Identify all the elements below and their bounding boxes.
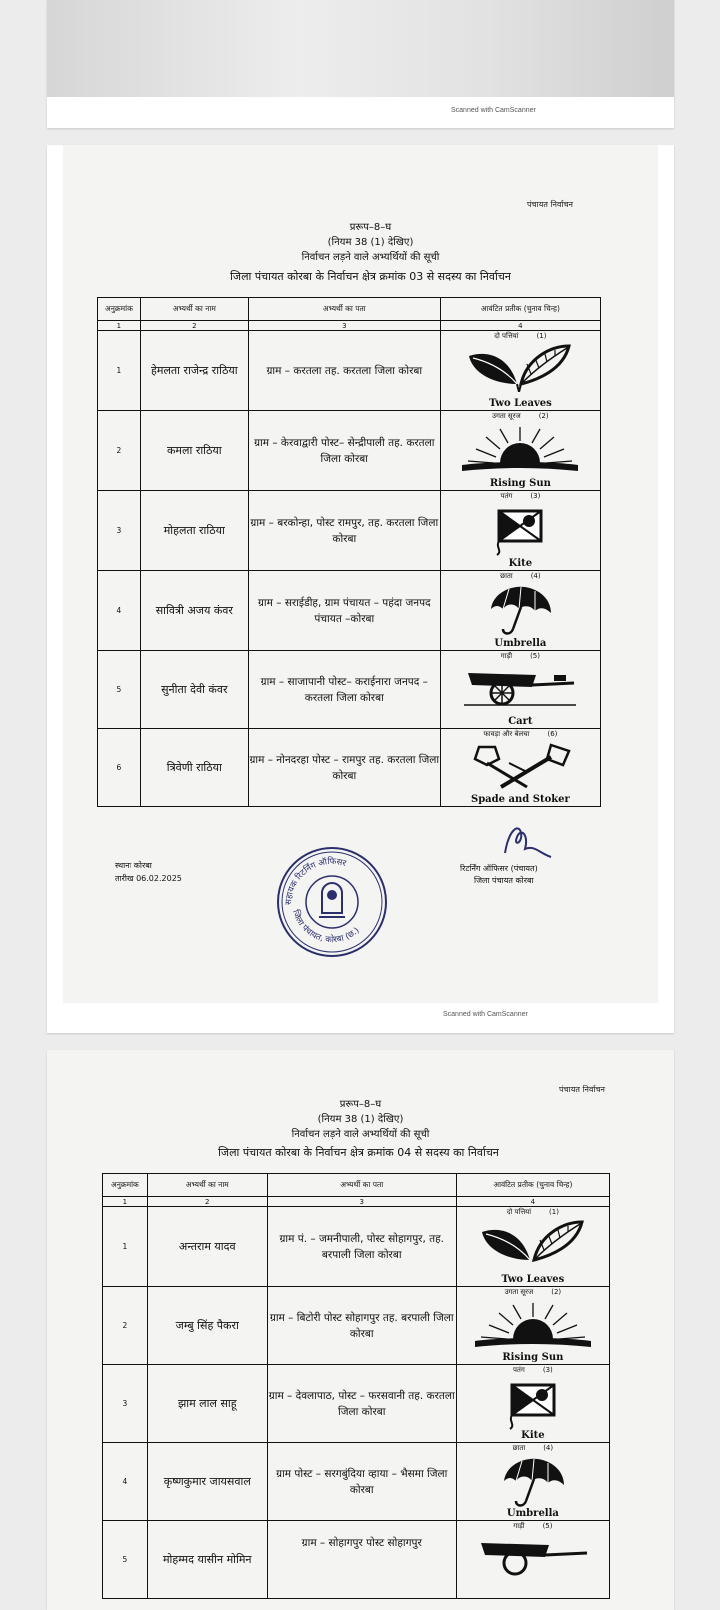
serial-cell: 3 [103,1365,148,1443]
symbol-hindi: उगता सूरज [492,412,521,420]
candidate-name: झाम लाल साहू [147,1365,267,1443]
col-num: 2 [147,1197,267,1207]
place-label: स्थानः कोरबा [115,861,152,870]
header-serial: अनुक्रमांक [103,1174,148,1197]
serial-cell: 5 [98,651,141,729]
candidate-address: ग्राम – करतला तह. करतला जिला कोरबा [248,331,440,411]
symbol-hindi: गाड़ी [513,1522,525,1530]
symbol-cell [456,1521,609,1599]
svg-text:सहायक रिटर्निंग ऑफिसर: सहायक रिटर्निंग ऑफिसर [283,856,348,906]
serial-cell: 1 [98,331,141,411]
umbrella-icon [485,583,555,637]
symbol-hindi-line [441,412,600,420]
candidate-name: सावित्री अजय कंवर [140,571,248,651]
symbol-english: Umbrella [506,1508,559,1519]
symbol-hindi: पतंग [500,492,513,500]
kite-icon [485,503,555,557]
table-header-row [103,1174,610,1197]
two-leaves-icon [478,1216,588,1268]
symbol-english: Rising Sun [502,1352,564,1363]
date-label: तारीख 06.02.2025 [115,874,182,883]
symbol-hindi: फावड़ा और बेलचा [483,730,530,738]
serial-cell: 2 [103,1287,148,1365]
symbol-english: Umbrella [494,638,547,649]
symbol-number: (3) [542,1366,553,1374]
svg-text:जिला पंचायत, कोरबा (छ.): जिला पंचायत, कोरबा (छ.) [289,908,362,946]
candidate-name: मोहम्मद यासीन मोमिन [147,1521,267,1599]
symbol-hindi-line [457,1444,609,1452]
spade-stoker-icon [465,741,575,791]
header-name: अभ्यर्थी का नाम [140,298,248,321]
symbol-cell [440,331,600,411]
candidate-address: ग्राम – बरकोन्हा, पोस्ट रामपुर, तह. करतला जिला कोरबा [248,491,440,571]
symbol-english: Rising Sun [489,478,551,489]
symbol-number: (2) [551,1288,562,1296]
cart-icon [475,1533,591,1579]
symbol-number: (1) [549,1208,559,1216]
header-name: अभ्यर्थी का नाम [147,1174,267,1197]
table-header-row [98,298,601,321]
camscanner-footer: Scanned with CamScanner [443,1011,528,1018]
umbrella-icon [498,1455,568,1509]
col-num: 1 [103,1197,148,1207]
scanned-page-previous [47,0,674,128]
symbol-number: (5) [542,1522,553,1530]
symbol-cell [440,491,600,571]
column-number-row [98,321,601,331]
symbol-hindi: छाता [512,1444,526,1452]
candidate-name: अन्तराम यादव [147,1207,267,1287]
col-num: 3 [248,321,440,331]
symbol-hindi-line [441,572,600,580]
form-number: प्ररूप–8–घ [349,222,392,233]
col-num: 4 [456,1197,609,1207]
symbol-cell [440,571,600,651]
symbol-english: Kite [508,558,533,569]
symbol-hindi: पतंग [512,1366,525,1374]
col-num: 3 [267,1197,456,1207]
candidate-name: सुनीता देवी कंवर [140,651,248,729]
symbol-hindi-line [441,730,600,738]
scan-image-fragment [47,0,674,97]
candidate-name: त्रिवेणी राठिया [140,729,248,807]
symbol-hindi-line [457,1522,609,1530]
candidate-address: ग्राम पोस्ट – सरगबुंदिया व्हाया – भैसमा जिला कोरबा [267,1443,456,1521]
symbol-cell [456,1287,609,1365]
candidate-name: मोहलता राठिया [140,491,248,571]
symbol-english: Two Leaves [501,1274,565,1285]
candidate-table [102,1173,610,1599]
symbol-cell [456,1365,609,1443]
table-row [98,651,601,729]
table-row [98,491,601,571]
symbol-hindi-line [457,1288,609,1296]
official-seal-stamp [275,845,389,959]
candidate-address: ग्राम – बिटोरी पोस्ट सोहागपुर तह. बरपाली जिला कोरबा [267,1287,456,1365]
col-num: 4 [440,321,600,331]
table-row [98,411,601,491]
symbol-number: (4) [530,572,541,580]
candidate-address: ग्राम पं. – जमनीपाली, पोस्ट सोहागपुर, तह. बरपाली जिला कोरबा [267,1207,456,1287]
symbol-english: Kite [521,1430,545,1441]
serial-cell: 3 [98,491,141,571]
place-date-block [115,859,182,885]
kite-icon [498,1377,568,1431]
symbol-english: Spade and Stoker [470,794,570,805]
candidate-address: ग्राम – साजापानी पोस्ट– कराईनारा जनपद – करतला जिला कोरबा [248,651,440,729]
officer-signature-block [460,863,538,887]
serial-cell: 4 [103,1443,148,1521]
form-number: प्ररूप–8–घ [339,1099,382,1110]
symbol-cell [456,1443,609,1521]
cart-icon [462,663,578,709]
header-address: अभ्यर्थी का पता [248,298,440,321]
symbol-hindi: उगता सूरज [504,1288,534,1296]
table-row [103,1287,610,1365]
header-address: अभ्यर्थी का पता [267,1174,456,1197]
symbol-hindi: गाड़ी [500,652,513,660]
header-symbol: आवंटित प्रतीक (चुनाव चिन्ह) [456,1174,609,1197]
rule-reference: (नियम 38 (1) देखिए) [327,237,414,248]
column-number-row [103,1197,610,1207]
serial-cell: 2 [98,411,141,491]
symbol-hindi: छाता [500,572,513,580]
table-row [103,1443,610,1521]
scanned-page-1 [47,145,674,1033]
election-title: जिला पंचायत कोरबा के निर्वाचन क्षेत्र क्रमांक 03 से सदस्य का निर्वाचन [230,270,511,283]
top-right-tag: पंचायत निर्वाचन [559,1085,605,1094]
table-row [103,1521,610,1599]
serial-cell: 1 [103,1207,148,1287]
candidate-table [97,297,601,807]
candidate-address: ग्राम – नोनदरहा पोस्ट – रामपुर तह. करतला जिला कोरबा [248,729,440,807]
candidate-address: ग्राम – देवलापाठ, पोस्ट – फरसवानी तह. करतला जिला कोरबा [267,1365,456,1443]
symbol-hindi: दो पत्तियां [506,1208,532,1216]
two-leaves-icon [465,340,575,392]
symbol-number: (1) [536,332,547,340]
candidate-name: हेमलता राजेन्द्र राठिया [140,331,248,411]
serial-cell: 4 [98,571,141,651]
symbol-english: Two Leaves [489,398,552,409]
list-title: निर्वाचन लड़ने वाले अभ्यर्थियों की सूची [301,252,440,263]
symbol-number: (6) [547,730,558,738]
top-right-tag: पंचायत निर्वाचन [527,200,573,209]
symbol-number: (4) [543,1444,554,1452]
table-row [103,1365,610,1443]
symbol-cell [456,1207,609,1287]
symbol-cell [440,651,600,729]
table-row [98,331,601,411]
candidate-address: ग्राम – सोहागपुर पोस्ट सोहागपुर [267,1521,456,1599]
candidate-address: ग्राम – सराईडीह, ग्राम पंचायत – पहंदा जनपद पंचायत –कोरबा [248,571,440,651]
candidate-name: जम्बु सिंह पैकरा [147,1287,267,1365]
symbol-hindi-line [441,332,600,340]
symbol-number: (2) [538,412,549,420]
scanned-page-2 [47,1050,674,1610]
candidate-name: कृष्णकुमार जायसवाल [147,1443,267,1521]
candidate-address: ग्राम – केरवाद्वारी पोस्ट– सेन्द्रीपाली तह. करतला जिला कोरबा [248,411,440,491]
symbol-hindi-line [441,492,600,500]
camscanner-footer: Scanned with CamScanner [451,107,536,114]
symbol-hindi-line [441,652,600,660]
serial-cell: 6 [98,729,141,807]
list-title: निर्वाचन लड़ने वाले अभ्यर्थियों की सूची [291,1129,430,1140]
symbol-cell [440,411,600,491]
symbol-english: Cart [508,716,533,727]
symbol-number: (3) [530,492,541,500]
election-title: जिला पंचायत कोरबा के निर्वाचन क्षेत्र क्रमांक 04 से सदस्य का निर्वाचन [218,1146,499,1159]
rule-reference: (नियम 38 (1) देखिए) [317,1114,404,1125]
rising-sun-icon [460,423,580,475]
serial-cell: 5 [103,1521,148,1599]
symbol-number: (5) [530,652,540,660]
symbol-hindi-line [457,1366,609,1374]
officer-office: जिला पंचायत कोरबा [474,876,534,885]
symbol-hindi-line [457,1208,609,1216]
table-row [103,1207,610,1287]
rising-sun-icon [473,1299,593,1351]
table-row [98,571,601,651]
table-row [98,729,601,807]
symbol-cell [440,729,600,807]
col-num: 2 [140,321,248,331]
officer-title: रिटर्निंग ऑफिसर (पंचायत) [460,864,538,873]
header-serial: अनुक्रमांक [98,298,141,321]
candidate-name: कमला राठिया [140,411,248,491]
symbol-hindi: दो पत्तियां [494,332,519,340]
col-num: 1 [98,321,141,331]
signature [495,819,555,863]
header-symbol: आवंटित प्रतीक (चुनाव चिन्ह) [440,298,600,321]
